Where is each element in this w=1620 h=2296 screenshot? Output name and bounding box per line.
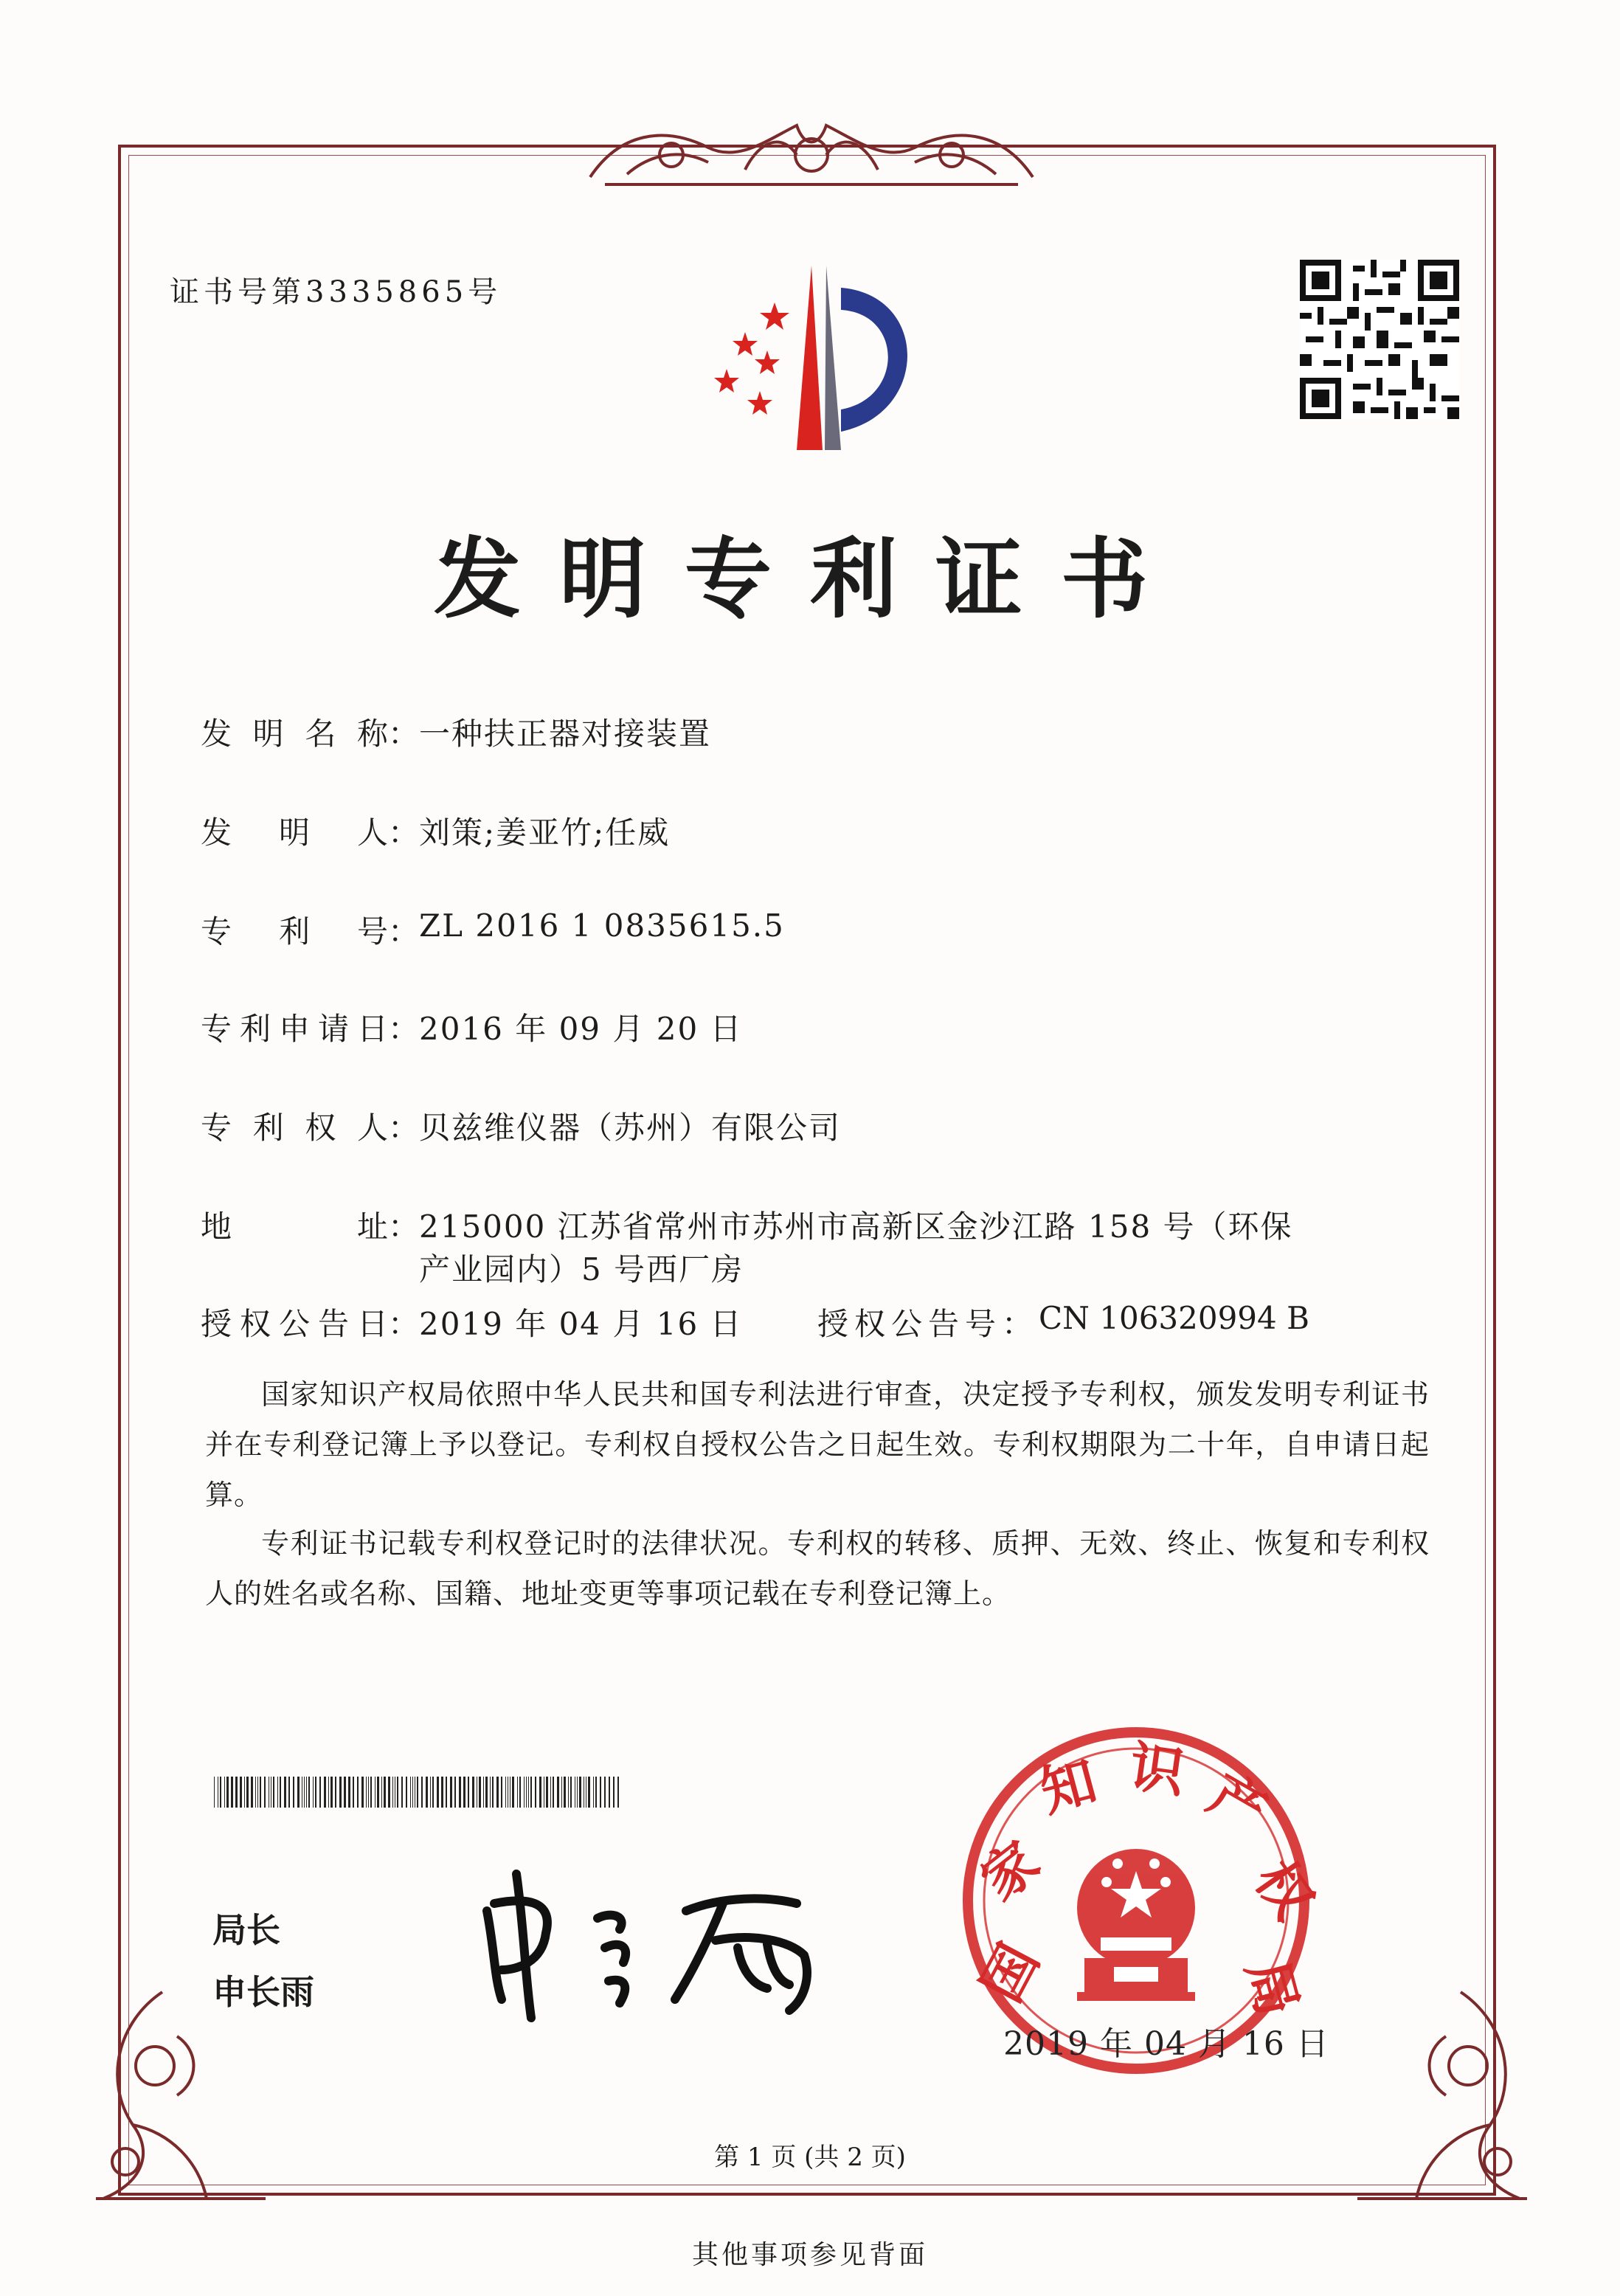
patent-number-row bbox=[201, 907, 785, 952]
patentee-row bbox=[201, 1104, 841, 1148]
inventor-row bbox=[201, 809, 670, 853]
legal-paragraph-1: 国家知识产权局依照中华人民共和国专利法进行审查，决定授予专利权，颁发发明专利证书并在专利登记簿上予以登记。专利权自授权公告之日起生效。专利权期限为二十年，自申请日起算。 bbox=[205, 1378, 1430, 1511]
seal-char: 家 bbox=[969, 1829, 1052, 1913]
seal-char: 权 bbox=[1242, 1849, 1326, 1931]
application-date-label: 专 利 申 请 日： bbox=[201, 1011, 419, 1047]
grant-date-row bbox=[201, 1300, 743, 1344]
seal-char: 产 bbox=[1197, 1762, 1278, 1845]
top-ornament-icon bbox=[561, 103, 1062, 192]
invention-name-row bbox=[201, 710, 711, 754]
address-label: 地 址： bbox=[201, 1208, 419, 1245]
seal-char: 国 bbox=[969, 1934, 1052, 2013]
page-number: 第 1 页 (共 2 页) bbox=[714, 2143, 906, 2172]
grant-number-label: 授权公告号： bbox=[817, 1306, 1039, 1342]
qr-code-icon[interactable] bbox=[1300, 260, 1459, 419]
inventor-value: 刘策;姜亚竹;任威 bbox=[419, 815, 671, 851]
patent-number-label: 专 利 号： bbox=[201, 913, 419, 950]
seal-date: 2019 年 04 月 16 日 bbox=[1003, 2025, 1329, 2063]
director-title: 局长 bbox=[212, 1910, 280, 1950]
address-value-line2: 产业园内）5 号西厂房 bbox=[419, 1251, 744, 1287]
patentee-label: 专 利 权 人： bbox=[201, 1110, 419, 1146]
invention-name-label: 发 明 名 称： bbox=[201, 716, 419, 752]
seal-char: 局 bbox=[1234, 1953, 1310, 2023]
back-note: 其他事项参见背面 bbox=[691, 2240, 928, 2270]
patent-office-emblem-icon bbox=[693, 258, 944, 457]
grant-date-value: 2019 年 04 月 16 日 bbox=[419, 1306, 743, 1342]
application-date-value: 2016 年 09 月 20 日 bbox=[419, 1011, 743, 1047]
grant-date-label: 授 权 公 告 日： bbox=[201, 1306, 419, 1342]
application-date-row bbox=[201, 1005, 743, 1049]
grant-number-value: CN 106320994 B bbox=[1039, 1300, 1309, 1336]
address-value-line1: 215000 江苏省常州市苏州市高新区金沙江路 158 号（环保 bbox=[419, 1208, 1293, 1245]
page-title: 发明专利证书 bbox=[433, 528, 1186, 630]
certificate-number: 证书号第3335865号 bbox=[170, 275, 502, 309]
legal-paragraph-2: 专利证书记载专利权登记时的法律状况。专利权的转移、质押、无效、终止、恢复和专利权人的姓名或名称、国籍、地址变更等事项记载在专利登记簿上。 bbox=[205, 1527, 1430, 1610]
patent-number-value: ZL 2016 1 0835615.5 bbox=[419, 907, 785, 944]
seal-char: 知 bbox=[1034, 1749, 1104, 1825]
invention-name-value: 一种扶正器对接装置 bbox=[419, 716, 712, 752]
director-name: 申长雨 bbox=[212, 1972, 314, 2012]
patentee-value: 贝兹维仪器（苏州）有限公司 bbox=[419, 1110, 842, 1146]
grant-number-row bbox=[817, 1300, 1309, 1344]
seal-char: 识 bbox=[1125, 1735, 1189, 1805]
director-signature-icon bbox=[472, 1859, 826, 2022]
corner-ornament-icon bbox=[1343, 1977, 1549, 2213]
barcode-icon bbox=[214, 1777, 620, 1808]
address-row bbox=[201, 1203, 1293, 1247]
inventor-label: 发 明 人： bbox=[201, 815, 419, 851]
